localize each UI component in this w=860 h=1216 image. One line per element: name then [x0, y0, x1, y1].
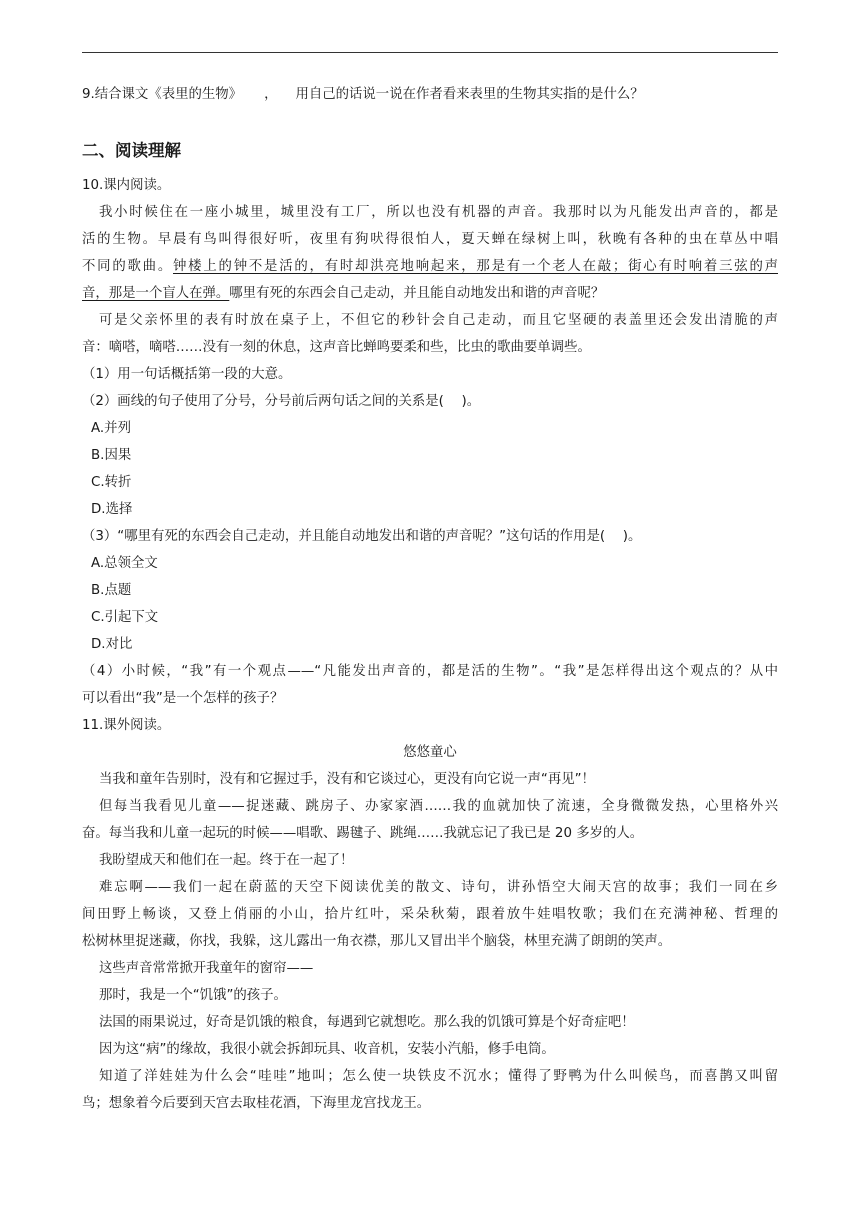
story-line: 我盼望成天和他们在一起。终于在一起了！ [99, 853, 354, 868]
story-line: 因为这“病”的缘故，我很小就会拆卸玩具、收音机，安装小汽船，修手电筒。 [99, 1042, 555, 1057]
question-10-title: 10.课内阅读。 [82, 178, 171, 193]
option-b: B.因果 [91, 448, 132, 463]
top-rule [82, 52, 778, 53]
sub-question-4: （4）小时候，“我”有一个观点——“凡能发出声音的，都是活的生物”。“我”是怎样得出这个观点的？从中 [82, 664, 778, 679]
question-11-title: 11.课外阅读。 [82, 718, 171, 733]
sub-question-1: （1）用一句话概括第一段的大意。 [82, 367, 292, 382]
passage-text: 哪里有死的东西会自己走动，并且能自动地发出和谐的声音呢？ [229, 286, 605, 301]
passage-line [82, 258, 778, 276]
story-line: 鸟；想象着今后要到天宫去取桂花酒，下海里龙宫找龙王。 [82, 1096, 431, 1111]
underlined-sentence: 钟楼上的钟不是活的，有时却洪亮地响起来，那是有一个老人在敲；街心有时响着三弦的声 [173, 259, 778, 274]
question-9-part-b: ， [264, 87, 278, 102]
story-line: 当我和童年告别时，没有和它握过手，没有和它谈过心，更没有向它说一声“再见”！ [99, 772, 595, 787]
option-b: B.点题 [91, 583, 132, 598]
passage-line [82, 285, 604, 303]
story-title: 悠悠童心 [403, 745, 457, 760]
sub-question-4-cont: 可以看出“我”是一个怎样的孩子？ [82, 691, 284, 706]
option-d: D.对比 [91, 637, 133, 652]
sub-question-3: （3）“哪里有死的东西会自己走动，并且能自动地发出和谐的声音呢？”这句话的作用是( )。 [82, 529, 642, 544]
question-9-part-c: 用自己的话说一说在作者看来表里的生物其实指的是什么？ [295, 87, 644, 102]
option-c: C.转折 [91, 475, 132, 490]
option-a: A.并列 [91, 421, 131, 436]
section-heading: 二、阅读理解 [82, 141, 181, 160]
story-line: 但每当我看见儿童——捉迷藏、跳房子、办家家酒……我的血就加快了流速，全身微微发热，心里格外兴 [99, 799, 778, 814]
question-9-part-a: 9.结合课文《表里的生物》 [82, 87, 243, 102]
story-line: 奋。每当我和儿童一起玩的时候——唱歌、踢毽子、跳绳……我就忘记了我已是 20 多岁的人。 [82, 826, 644, 841]
option-a: A.总领全文 [91, 556, 158, 571]
story-line: 知道了洋娃娃为什么会“哇哇”地叫；怎么使一块铁皮不沉水；懂得了野鸭为什么叫候鸟，而喜鹊又叫留 [99, 1069, 778, 1084]
passage-line: 我小时候住在一座小城里，城里没有工厂，所以也没有机器的声音。我那时以为凡能发出声音的，都是 [99, 205, 778, 220]
story-line: 那时，我是一个“饥饿”的孩子。 [99, 988, 287, 1003]
passage-line: 可是父亲怀里的表有时放在桌子上，不但它的秒针会自己走动，而且它坚硬的表盖里还会发出清脆的声 [99, 313, 778, 328]
story-line: 这些声音常常掀开我童年的窗帘—— [99, 961, 314, 976]
option-c: C.引起下文 [91, 610, 159, 625]
passage-line: 活的生物。早晨有鸟叫得很好听，夜里有狗吠得很怕人，夏天蝉在绿树上叫，秋晚有各种的虫在草丛中唱 [82, 232, 778, 247]
question-9 [82, 86, 644, 104]
option-d: D.选择 [91, 502, 133, 517]
underlined-sentence: 音，那是一个盲人在弹。 [82, 286, 230, 301]
passage-text: 不同的歌曲。 [82, 259, 174, 274]
story-line: 难忘啊——我们一起在蔚蓝的天空下阅读优美的散文、诗句，讲孙悟空大闹天宫的故事；我们一同在乡 [99, 880, 778, 895]
story-line: 松树林里捉迷藏，你找，我躲，这儿露出一角衣襟，那儿又冒出半个脑袋，林里充满了朗朗的笑声。 [82, 934, 672, 949]
sub-question-2: （2）画线的句子使用了分号，分号前后两句话之间的关系是( )。 [82, 394, 481, 409]
passage-line: 音：嘀嗒，嘀嗒……没有一刻的休息，这声音比蝉鸣要柔和些，比虫的歌曲要单调些。 [82, 340, 591, 355]
story-line: 间田野上畅谈，又登上俏丽的小山，拾片红叶，采朵秋菊，跟着放牛娃唱牧歌；我们在充满神秘、哲理的 [82, 907, 778, 922]
story-line: 法国的雨果说过，好奇是饥饿的粮食，每遇到它就想吃。那么我的饥饿可算是个好奇症吧！ [99, 1015, 635, 1030]
